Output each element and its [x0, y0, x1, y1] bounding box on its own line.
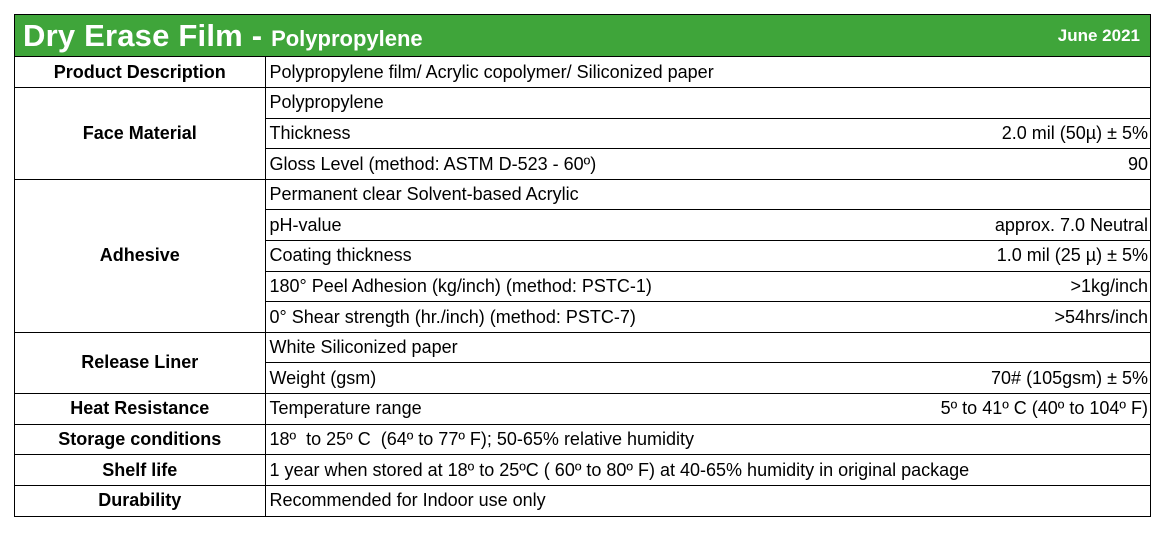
spec-value: 1.0 mil (25 µ) ± 5%: [996, 245, 1148, 266]
spec-value: 2.0 mil (50µ) ± 5%: [1001, 122, 1148, 143]
release-liner-row: [265, 363, 1150, 394]
spec-name: Coating thickness: [269, 245, 412, 266]
spec-name: Gloss Level (method: ASTM D-523 - 60º): [269, 153, 597, 174]
table-row: [15, 88, 1150, 119]
row-label-adhesive: Adhesive: [15, 179, 265, 332]
storage-conditions-value: 18º to 25º C (64º to 77º F); 50-65% relative humidity: [265, 424, 1150, 455]
heat-resistance-row: [265, 394, 1150, 425]
spec-name: White Siliconized paper: [269, 337, 458, 358]
table-row: [15, 394, 1150, 425]
adhesive-row: [265, 271, 1150, 302]
adhesive-row: [265, 210, 1150, 241]
spec-sheet: [14, 14, 1151, 517]
spec-value: 5º to 41º C (40º to 104º F): [940, 398, 1148, 419]
release-liner-row: [265, 332, 1150, 363]
row-label-storage-conditions: Storage conditions: [15, 424, 265, 455]
title-sub: Polypropylene: [271, 25, 423, 51]
adhesive-row: [265, 241, 1150, 272]
spec-name: 0° Shear strength (hr./inch) (method: PSTC-7): [269, 306, 636, 327]
row-label-release-liner: Release Liner: [15, 332, 265, 393]
product-description-value: Polypropylene film/ Acrylic copolymer/ Siliconized paper: [265, 57, 1150, 88]
spec-name: Permanent clear Solvent-based Acrylic: [269, 184, 579, 205]
face-material-row: [265, 88, 1150, 119]
table-row: [15, 424, 1150, 455]
adhesive-row: [265, 179, 1150, 210]
row-label-face-material: Face Material: [15, 88, 265, 180]
spec-name: pH-value: [269, 214, 342, 235]
spec-name: Weight (gsm): [269, 367, 377, 388]
header-bar: [15, 15, 1150, 57]
spec-value: approx. 7.0 Neutral: [994, 214, 1148, 235]
spec-table: [15, 57, 1150, 516]
table-row: [15, 455, 1150, 486]
title-main: Dry Erase Film -: [23, 17, 272, 53]
spec-value: 90: [1127, 153, 1148, 174]
spec-name: Thickness: [269, 122, 351, 143]
document-date: June 2021: [1057, 25, 1140, 45]
spec-name: Temperature range: [269, 398, 422, 419]
spec-value: >54hrs/inch: [1054, 306, 1148, 327]
table-row: [15, 332, 1150, 363]
durability-value: Recommended for Indoor use only: [265, 485, 1150, 516]
spec-name: 180° Peel Adhesion (kg/inch) (method: PSTC-1): [269, 275, 652, 296]
row-label-product-description: Product Description: [15, 57, 265, 88]
face-material-row: [265, 118, 1150, 149]
row-label-shelf-life: Shelf life: [15, 455, 265, 486]
document-title: [23, 18, 423, 54]
table-row: [15, 179, 1150, 210]
spec-value: >1kg/inch: [1070, 275, 1148, 296]
shelf-life-value: 1 year when stored at 18º to 25ºC ( 60º to 80º F) at 40-65% humidity in original package: [265, 455, 1150, 486]
face-material-row: [265, 149, 1150, 180]
spec-value: 70# (105gsm) ± 5%: [991, 367, 1148, 388]
adhesive-row: [265, 302, 1150, 333]
table-row: [15, 57, 1150, 88]
spec-name: Polypropylene: [269, 92, 384, 113]
row-label-heat-resistance: Heat Resistance: [15, 394, 265, 425]
row-label-durability: Durability: [15, 485, 265, 516]
table-row: [15, 485, 1150, 516]
